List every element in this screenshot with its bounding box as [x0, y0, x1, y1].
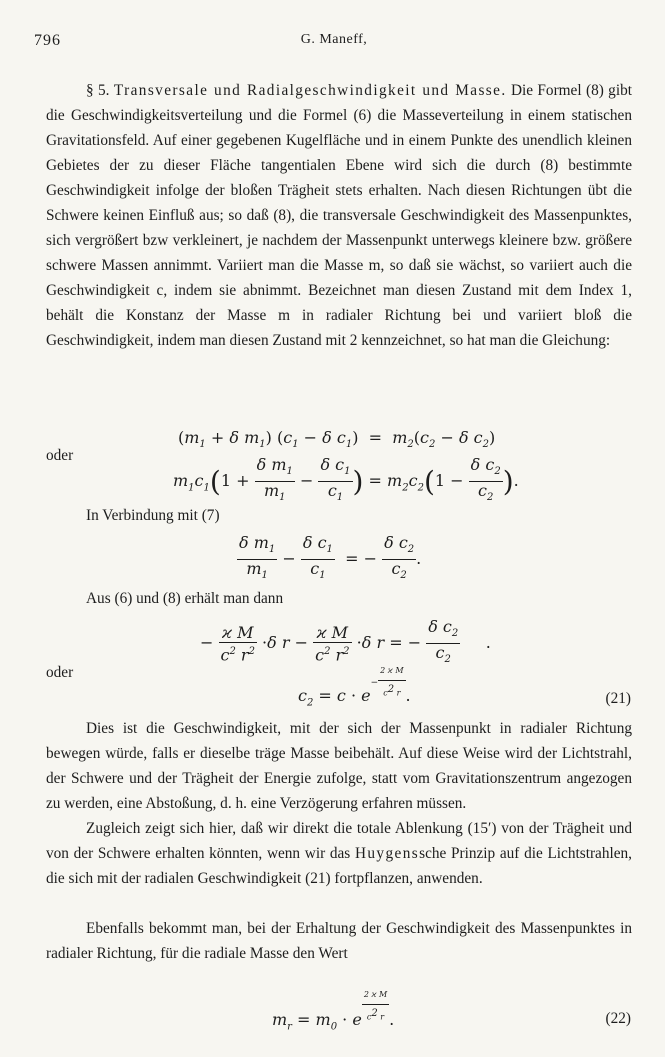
paragraph-4: Ebenfalls bekommt man, bei der Erhaltung der Geschwindigkeit des Massenpunktes in radialer Richtung, für die radiale Masse den Wert: [46, 920, 632, 962]
equation-22-radial-mass: $m_r = m_0 \cdot e$ $^{\frac{\text{2 ϰ M}}{c^2 r}}$ .: [272, 996, 394, 1037]
paragraph-2: Dies ist die Geschwindigkeit, mit der sich der Massenpunkt in radialer Richtung bewegen würde, falls er dieselbe träge Masse beibehält. Auf diese Weise wird der Lichtstrahl, der Schwere und der Trägheit der Energie zufolge, statt vom Gravitationszentrum angezogen zu werden, eine Abstoßung, d. h. eine Verzögerung erfahren müssen.: [46, 720, 632, 812]
label-oder-2: oder: [46, 664, 74, 681]
paragraph-3-text-b: sche Prinzip auf die Lichtstrahlen, die sich mit der radialen Geschwindigkeit (21) fortpflanzen, anwenden.: [46, 845, 632, 887]
equation-mass-velocity-product: ($m_1 + \delta$ $m_1$) ($c_1 - \delta$ $c_1) = m_2(c_2 - \delta$ $c_2$): [178, 428, 496, 451]
section-title: Transversale und Radialgeschwindigkeit und Masse.: [113, 82, 507, 99]
page-number: 796: [34, 32, 61, 49]
equation-relative-variation: $\frac{\delta m_1}{m_1}$ − $\frac{\delta c_1}{c_1}$ = − $\frac{\delta c_2}{c_2}$ .: [239, 533, 422, 582]
paragraph-3-text-a: Zugleich zeigt sich hier, daß wir direkt die totale Ablenkung (15′) von der Trägheit und von der Schwere erhalten könnten, wenn wir das: [46, 820, 632, 862]
equation-expanded: $m_1c_1(1$ + $\frac{\delta m_1}{m_1}$ − $\frac{\delta c_1}{c_1}$ ) = $m_2c_2(1$ − $\frac{\delta c_2}{c_2}$ ).: [173, 455, 519, 504]
section-number: § 5.: [86, 82, 110, 99]
huygens-name: Huygens: [354, 845, 420, 862]
running-header: [34, 32, 634, 54]
paragraph-1-text: Die Formel (8) gibt die Geschwindigkeitsverteilung und die Formel (6) die Masseverteilung in einem statischen Gravitationsfeld. Auf einer gegebenen Kugelfläche und in einem Punkte des unendlich kleinen Gebietes der zu dieser Fläche tangentialen Ebene wird sich die durch (8) bestimmte Geschwindigkeit infolge der bloßen Trägheit stets erhalten. Nach diesen Richtungen übt die Schwere keinen Einfluß aus; so daß (8), die transversale Geschwindigkeit des Massenpunktes, sich vergrößert bzw verkleinert, je nachdem der Massenpunkt unterwegs kleinere bzw. größere schwere Massen annimmt. Variiert man die Masse m, so daß sie wächst, so variiert auch die Geschwindigkeit c, indem sie abnimmt. Bezeichnet man diesen Zustand mit dem Index 1, behält die Konstanz der Masse m in radialer Richtung bei und variiert bloß die Geschwindigkeit, indem man diesen Zustand mit 2 kennzeichnet, so hat man die Gleichung:: [46, 82, 632, 349]
equation-21-radial-velocity: $c_2 = c \cdot e^{- \frac{\text{2 ϰ M}}{c^2 r}}$ .: [298, 672, 411, 713]
running-author: G. Maneff,: [300, 32, 368, 47]
equation-22-number: (22): [605, 1010, 631, 1027]
label-aus: Aus (6) und (8) erhält man dann: [86, 590, 284, 607]
label-oder-1: oder: [46, 447, 74, 464]
equation-gravitational-term: − $\frac{\text{ϰ M}}{c^2 r^2}$ ·δ r − $\frac{\text{ϰ M}}{c^2 r^2}$ ·δ r = − $\frac{\delta c_2}{c_2}$ .: [200, 617, 491, 666]
label-in-verbindung: In Verbindung mit (7): [86, 507, 220, 524]
paragraph-1: [46, 78, 632, 353]
paragraph-3: [46, 816, 632, 891]
equation-21-number: (21): [605, 690, 631, 707]
